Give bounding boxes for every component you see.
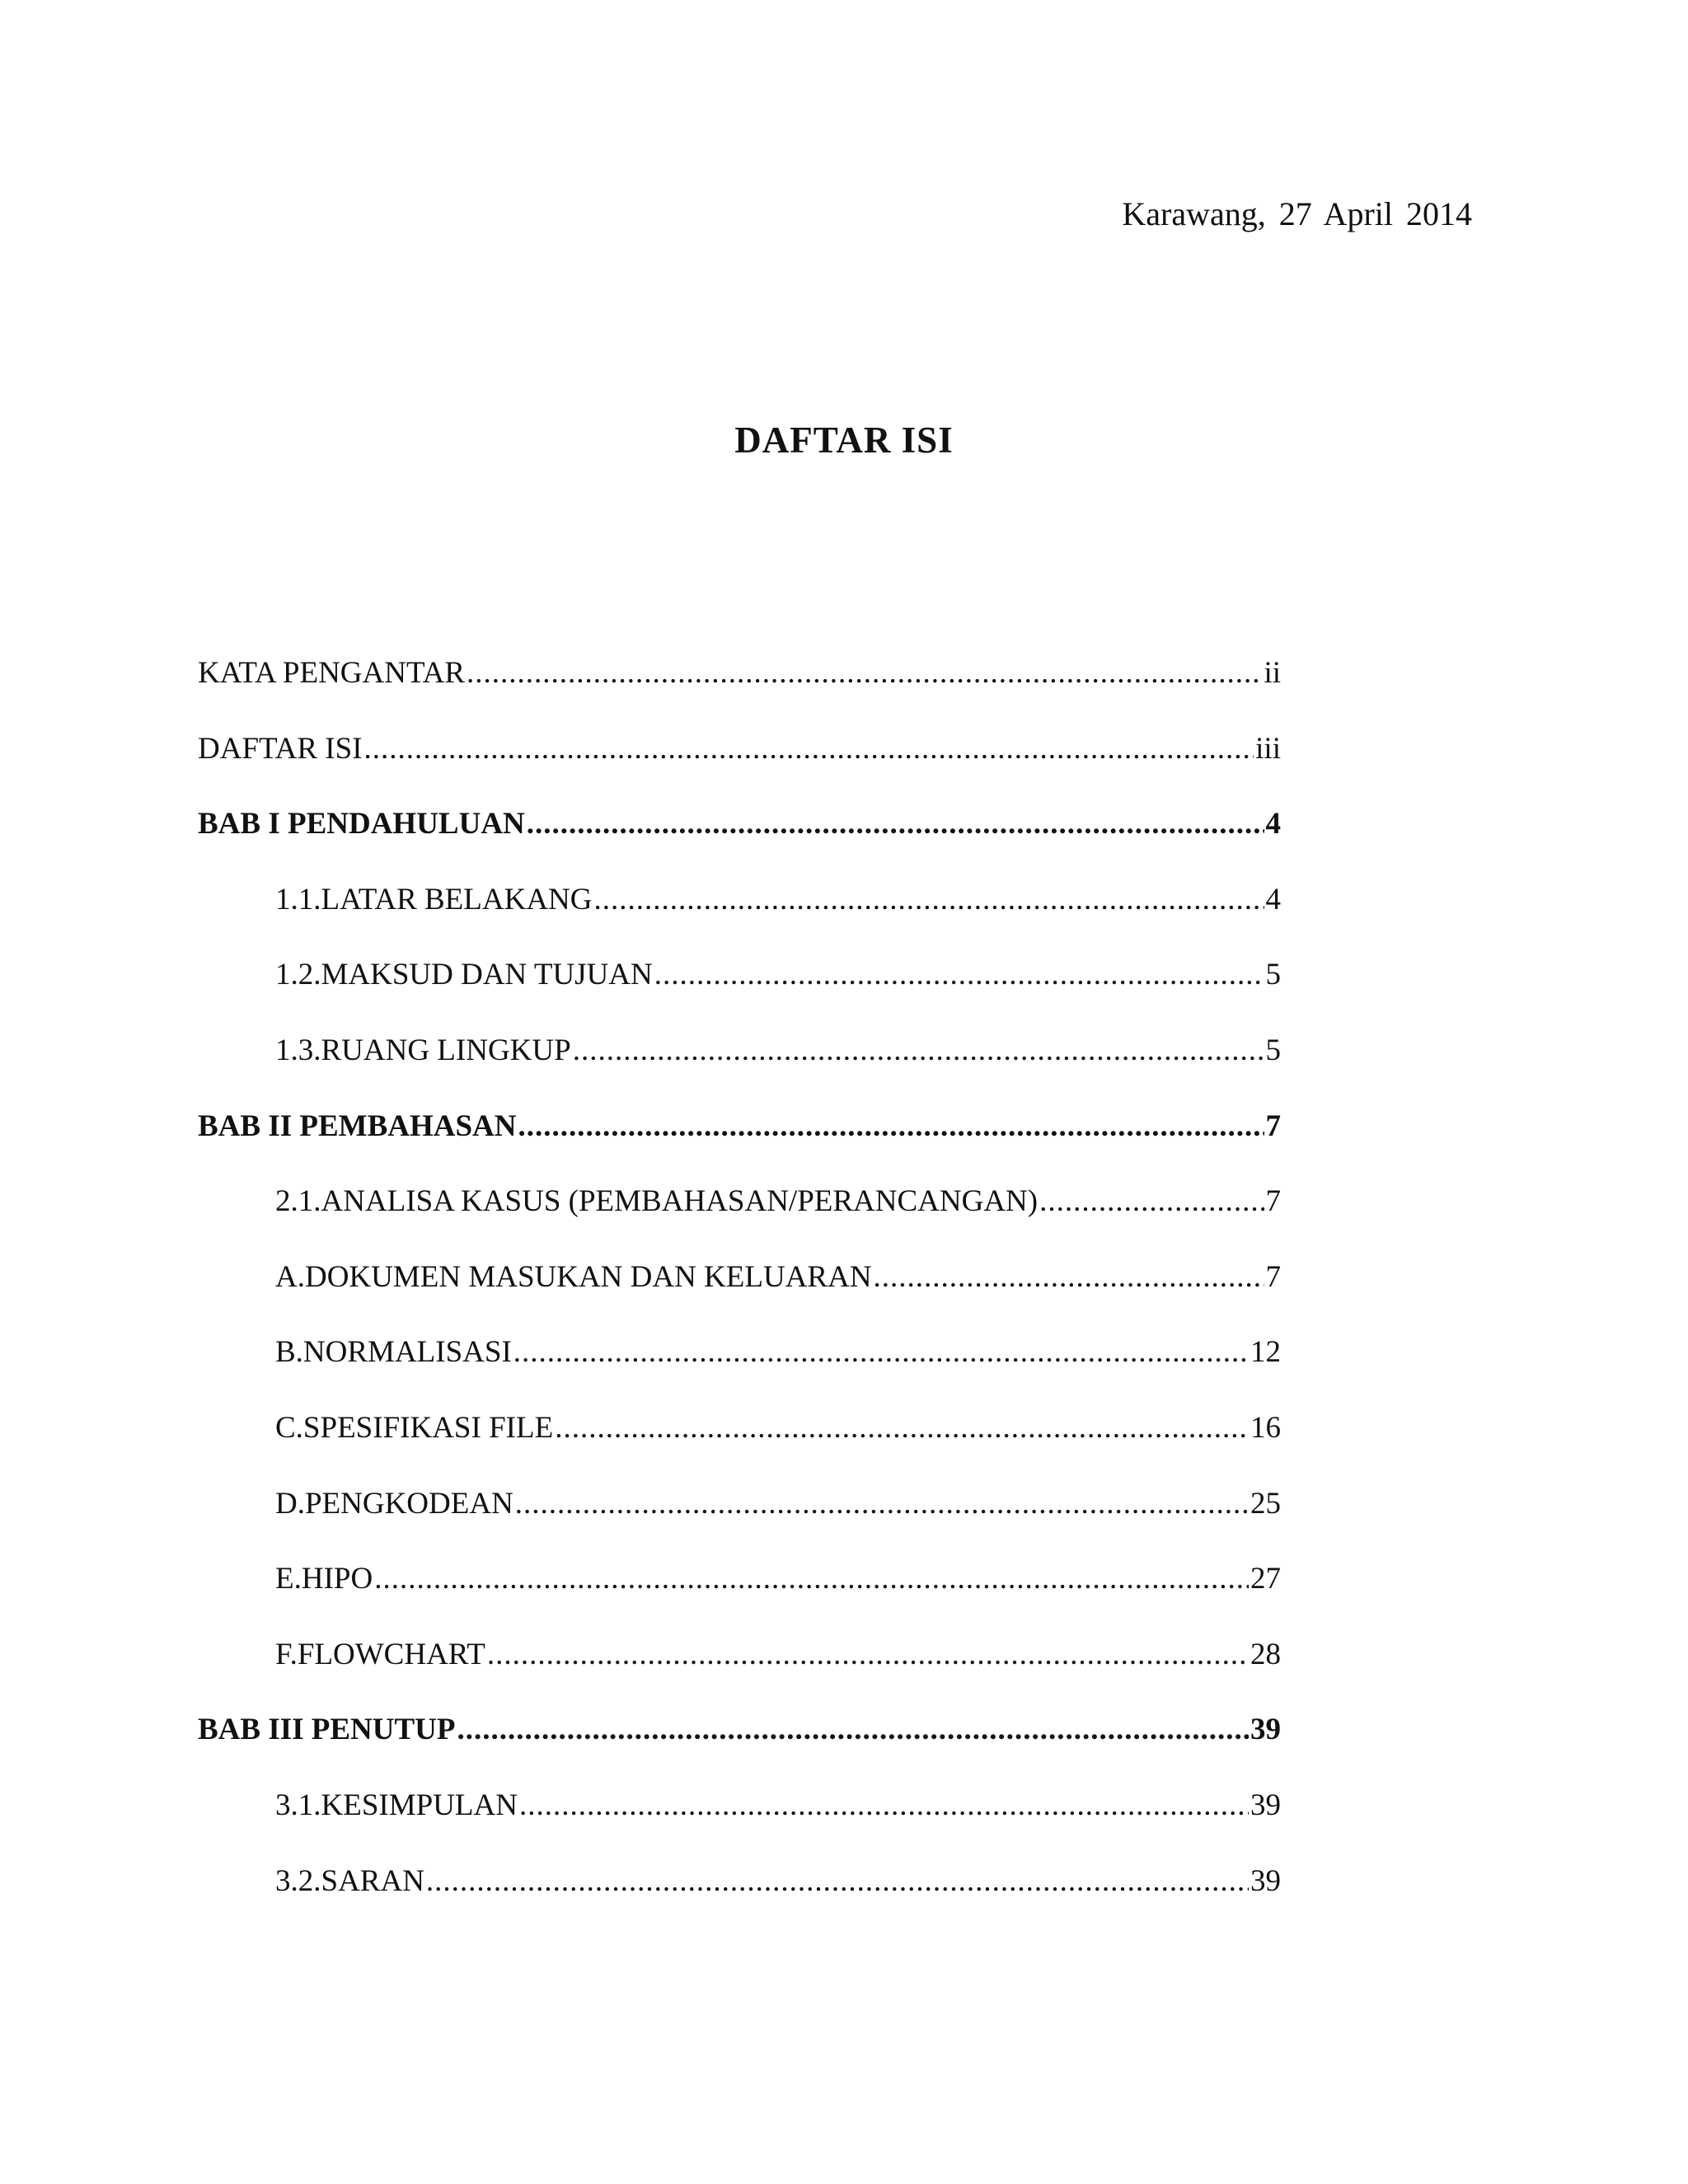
toc-entry-page-number: 39: [1250, 1863, 1281, 1898]
toc-dot-leader: [519, 1788, 1249, 1823]
toc-dot-leader: [467, 655, 1262, 691]
toc-entry-page-number: 5: [1265, 1033, 1281, 1067]
toc-entry-label: D.PENGKODEAN: [275, 1486, 513, 1521]
toc-entry-page-number: 27: [1250, 1562, 1281, 1596]
toc-entry-label: 3.2.SARAN: [275, 1863, 424, 1898]
table-of-contents: [198, 655, 1281, 1938]
toc-entry: [198, 1863, 1281, 1939]
toc-entry-label: KATA PENGANTAR: [198, 656, 466, 690]
toc-entry-label: C.SPESIFIKASI FILE: [275, 1410, 554, 1445]
toc-entry: [198, 1108, 1281, 1184]
toc-dot-leader: [426, 1863, 1249, 1899]
toc-entry-label: DAFTAR ISI: [198, 731, 363, 766]
toc-entry: [198, 806, 1281, 882]
date-line: Karawang, 27 April 2014: [1122, 195, 1472, 232]
toc-dot-leader: [487, 1637, 1249, 1672]
toc-dot-leader: [1039, 1183, 1264, 1219]
toc-entry-page-number: 28: [1250, 1637, 1281, 1671]
toc-dot-leader: [515, 1486, 1249, 1521]
toc-dot-leader: [457, 1712, 1250, 1747]
toc-entry: [198, 1183, 1281, 1259]
toc-entry: [198, 655, 1281, 731]
toc-entry-label: F.FLOWCHART: [275, 1637, 485, 1671]
toc-entry-page-number: 7: [1265, 1184, 1281, 1219]
toc-entry: [198, 1486, 1281, 1562]
toc-entry-label: A.DOKUMEN MASUKAN DAN KELUARAN: [275, 1259, 872, 1294]
toc-dot-leader: [874, 1259, 1264, 1295]
toc-entry: [198, 1259, 1281, 1335]
toc-entry-label: 1.1.LATAR BELAKANG: [275, 882, 593, 916]
toc-dot-leader: [594, 882, 1264, 917]
toc-entry-page-number: 25: [1250, 1486, 1281, 1521]
toc-dot-leader: [654, 957, 1264, 992]
toc-entry: [198, 1637, 1281, 1713]
toc-entry: [198, 1410, 1281, 1486]
toc-entry: [198, 1712, 1281, 1788]
toc-entry: [198, 731, 1281, 807]
toc-dot-leader: [374, 1561, 1249, 1596]
toc-entry-page-number: 7: [1265, 1259, 1281, 1294]
toc-entry-page-number: 12: [1250, 1335, 1281, 1370]
toc-entry: [198, 1561, 1281, 1637]
toc-dot-leader: [364, 731, 1254, 766]
toc-entry-page-number: 5: [1265, 958, 1281, 992]
toc-entry-page-number: 16: [1250, 1410, 1281, 1445]
toc-entry-page-number: iii: [1255, 731, 1281, 766]
toc-entry: [198, 957, 1281, 1033]
toc-entry-page-number: 4: [1265, 807, 1281, 841]
toc-entry-label: B.NORMALISASI: [275, 1335, 512, 1370]
toc-dot-leader: [573, 1033, 1264, 1068]
toc-entry-page-number: 39: [1250, 1788, 1281, 1822]
page-title: DAFTAR ISI: [734, 419, 954, 461]
toc-entry-label: 2.1.ANALISA KASUS (PEMBAHASAN/PERANCANGAN): [275, 1184, 1039, 1219]
toc-entry-label: E.HIPO: [275, 1562, 373, 1596]
toc-entry-page-number: 4: [1265, 882, 1281, 916]
toc-dot-leader: [518, 1108, 1264, 1144]
toc-entry-label: BAB II PEMBAHASAN: [198, 1108, 517, 1143]
toc-entry-label: 3.1.KESIMPULAN: [275, 1788, 518, 1822]
toc-entry-label: BAB I PENDAHULUAN: [198, 807, 525, 841]
toc-entry-label: BAB III PENUTUP: [198, 1713, 456, 1747]
toc-entry-page-number: 7: [1265, 1108, 1281, 1143]
toc-dot-leader: [513, 1334, 1249, 1370]
toc-entry-page-number: ii: [1264, 656, 1281, 690]
toc-dot-leader: [527, 806, 1264, 841]
toc-entry: [198, 1788, 1281, 1863]
toc-entry: [198, 1033, 1281, 1108]
toc-entry: [198, 882, 1281, 958]
toc-entry-page-number: 39: [1250, 1713, 1281, 1747]
toc-entry-label: 1.2.MAKSUD DAN TUJUAN: [275, 958, 653, 992]
toc-dot-leader: [555, 1410, 1249, 1446]
toc-entry: [198, 1334, 1281, 1410]
toc-entry-label: 1.3.RUANG LINGKUP: [275, 1033, 571, 1067]
